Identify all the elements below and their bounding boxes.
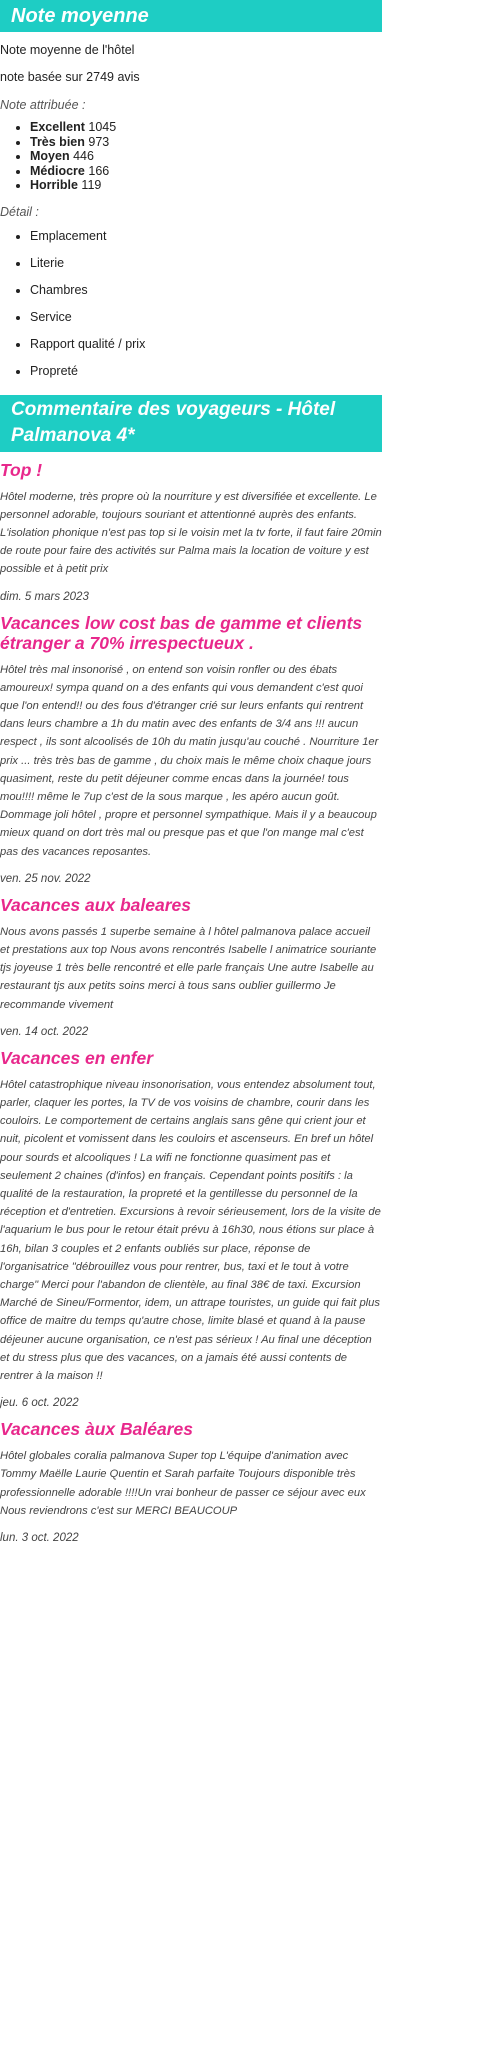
detail-item: • Rapport qualité / prix <box>30 331 382 358</box>
rating-moyen <box>30 149 382 164</box>
review-title: Vacances aux baleares <box>0 894 192 915</box>
review-date: ven. 14 oct. 2022 <box>0 1025 89 1038</box>
review-title: Top ! <box>0 459 43 480</box>
review-title: Vacances en enfer <box>0 1047 154 1068</box>
review-item <box>0 613 382 887</box>
rating-mediocre <box>30 164 382 179</box>
rating-label: Très bien <box>30 134 85 149</box>
rating-count: 119 <box>81 178 102 192</box>
reviews-heading: Commentaire des voyageurs - Hôtel Palmanova 4* <box>0 395 382 452</box>
review-date: dim. 5 mars 2023 <box>0 590 89 603</box>
details-label: Détail : <box>0 204 39 219</box>
review-body: Hôtel globales coralia palmanova Super top L'équipe d'animation avec Tommy Maëlle Laurie Quentin et Sarah parfaite Toujours disponible très professionnelle adorable !!!!Un vrai bonheur de passer ce séjour avec eux Nous reviendrons c'est sur MERCI BEAUCOUP <box>0 1450 366 1517</box>
detail-item: • Propreté <box>30 358 382 385</box>
hotel-rating-label: Note moyenne de l'hôtel <box>0 43 135 57</box>
rating-count: 446 <box>73 149 94 163</box>
ratings-list <box>0 120 382 193</box>
review-date: jeu. 6 oct. 2022 <box>0 1397 79 1410</box>
review-body: Hôtel moderne, très propre où la nourriture y est diversifiée et excellente. Le personnel adorable, toujours souriant et attentionné auprès des enfants. L'isolation phonique n'est pas top si le voisin met la tv forte, il faut faire 20min de route pour faire des activités sur Palma mais la location de voiture y est possible et à petit prix <box>0 490 382 576</box>
review-item <box>0 460 382 605</box>
rating-count: 1045 <box>88 120 117 134</box>
review-body: Nous avons passés 1 superbe semaine à l hôtel palmanova palace accueil et prestations aux top Nous avons rencontrés Isabelle l animatrice souriante tjs joyeuse 1 très belle rencontré et elle parle français Une autre Isabelle au restaurant tjs aux petits soins merci à tous sans oublier guillermo Je recommande vivement <box>0 925 377 1011</box>
rating-label: Moyen <box>30 149 70 163</box>
rating-count: 166 <box>88 163 110 178</box>
detail-item: • Chambres <box>30 277 382 304</box>
detail-item: • Service <box>30 304 382 331</box>
review-item <box>0 895 382 1040</box>
ratings-label: Note attribuée : <box>0 98 86 112</box>
review-body: Hôtel très mal insonorisé , on entend son voisin ronfler ou des ébats amoureux! sympa quand on a des enfants qui vous demandent c'est quoi que l'on entend!! ou des fous d'étranger crié sur leurs enfants qui rentrent dans leurs chambre a 1h du matin avec des enfants de 3/4 ans !!! aucun respect , ils sont alcoolisés de 10h du matin jusqu'au couché . Nourriture 1er prix ... très très bas de gamme , du choix mais le même choix chaque jours quasiment, reste du petit déjeuner comme encas dans la journée! tous mou!!!! même le 7up c'est de la sous marque , les apéro aucun goût. Dommage joli hôtel , propre et personnel sympathique. Mais il y a beaucoup mieux quand on dort très mal ou presque pas et que l'on mange mal c'est pas des vacances reposantes. <box>0 663 379 858</box>
details-list <box>0 223 382 385</box>
rating-label: Horrible <box>30 178 78 192</box>
review-count: note basée sur 2749 avis <box>0 70 140 84</box>
review-body: Hôtel catastrophique niveau insonorisation, vous entendez absolument tout, parler, claquer les portes, la TV de vos voisins de chambre, courir dans les couloirs. Le comportement de certains anglais sans gêne qui crient jour et nuit, picolent et vomissent dans les couloirs et ascenseurs. En bref un hôtel pour sourds et alcooliques ! La wifi ne fonctionne quasiment pas et seulement 2 chaines (d'infos) en français. Cependant points positifs : la qualité de la restauration, la propreté et la gentillesse du personnel de la réception et d'entretien. Excursions à revoir sérieusement, lors de la visite de l'aquarium le bus pour le retour était prévu à 16h30, nous étions sur place à 16h, bilan 3 couples et 2 enfants oubliés sur place, réponse de l'organisatrice "débrouillez vous pour rentrer, bus, taxi et le tout à votre charge" Merci pour l'abandon de clientèle, au final 38€ de taxi. Excursion Marché de Sineu/Formentor, idem, un attrape touristes, un guide qui fait plus office de maitre du temps qu'autre chose, limite blasé et quand à la pause déjeuner aucune organisation, ce n'est pas sérieux ! Au final une déception et du stress plus que des vacances, on a jamais été aussi contents de rentrer à la maison !! <box>0 1078 381 1383</box>
rating-horrible <box>30 178 382 193</box>
summary-heading: Note moyenne <box>0 0 382 32</box>
detail-item: • Literie <box>30 250 382 277</box>
review-title: Vacances àux Baléares <box>0 1419 193 1440</box>
rating-label: Excellent <box>30 120 85 134</box>
review-date: lun. 3 oct. 2022 <box>0 1532 79 1545</box>
review-item <box>0 1419 382 1546</box>
summary-section <box>0 0 382 385</box>
rating-count: 973 <box>88 134 110 149</box>
rating-label: Médiocre <box>30 163 85 178</box>
rating-excellent <box>30 120 382 135</box>
detail-item: • Emplacement <box>30 223 382 250</box>
reviews-list <box>0 460 382 1547</box>
rating-tres-bien <box>30 135 382 150</box>
review-title: Vacances low cost bas de gamme et clients étranger a 70% irrespectueux . <box>0 612 363 653</box>
review-date: ven. 25 nov. 2022 <box>0 872 91 885</box>
review-item <box>0 1048 382 1411</box>
